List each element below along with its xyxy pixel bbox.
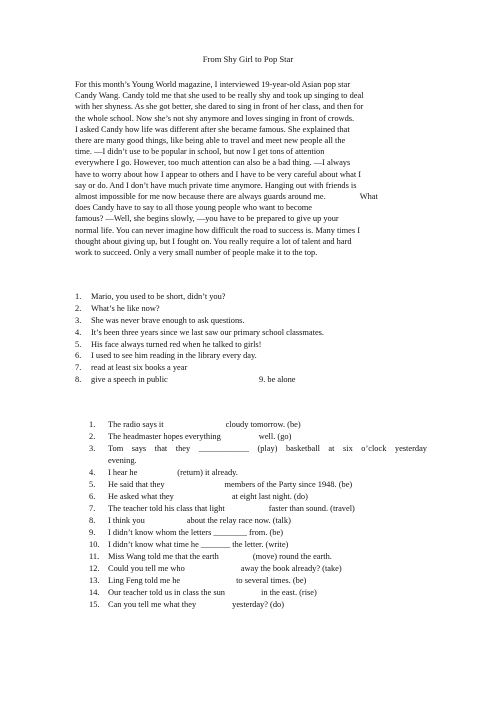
exercise-text-part: The radio says it bbox=[108, 420, 164, 429]
exercise-continuation: evening. bbox=[108, 456, 137, 465]
exercise-text bbox=[108, 587, 427, 599]
exercise-text bbox=[108, 551, 427, 563]
exercise-number: 9. bbox=[89, 528, 96, 537]
exercise-number: 6. bbox=[89, 492, 96, 501]
passage-line: Candy Wang. Candy told me that she used to be really shy and took up singing to deal bbox=[75, 91, 364, 101]
item-text: His face always turned red when he talked to girls! bbox=[91, 339, 262, 349]
exercise-text-part: members of the Party since 1948. (be) bbox=[224, 480, 353, 489]
passage-line-text: almost impossible for me now because there are always guards around me. bbox=[75, 192, 326, 202]
exercise-number: 4. bbox=[89, 468, 96, 477]
exercise-text-part: away the book already? (take) bbox=[240, 564, 342, 573]
exercise-number: 1. bbox=[89, 420, 96, 429]
exercise-item bbox=[89, 527, 427, 539]
item-text: What’s he like now? bbox=[91, 303, 160, 313]
item-extra-text: 9. be alone bbox=[259, 375, 296, 385]
passage-line: there are many good things, like being able to travel and meet new people all the bbox=[75, 136, 346, 146]
exercise-item bbox=[89, 443, 427, 467]
passage-line: For this month’s Young World magazine, I interviewed 19-year-old Asian pop star bbox=[75, 80, 351, 89]
item-text: I used to see him reading in the library every day. bbox=[91, 351, 257, 361]
exercise-number: 2. bbox=[89, 432, 96, 441]
exercise-text-part: at eight last night. (do) bbox=[231, 492, 308, 501]
exercise-text-part: yesterday? (do) bbox=[232, 600, 285, 609]
exercise-text-part: from. (be) bbox=[246, 528, 283, 537]
exercise-text-part: to several times. (be) bbox=[236, 576, 307, 585]
exercise-number: 10. bbox=[89, 540, 100, 549]
exercise-text-part: (move) round the earth. bbox=[252, 552, 332, 561]
passage-line: thought about giving up, but I fought on. You really require a lot of talent and hard bbox=[75, 236, 352, 246]
exercise-text-part: (play) basketball at six o’clock yesterday bbox=[248, 444, 427, 453]
passage-line: does Candy have to say to all those young people who want to become bbox=[75, 203, 313, 213]
list-item bbox=[75, 339, 425, 351]
passage-line: famous? —Well, she begins slowly, —you have to be prepared to give up your bbox=[75, 214, 339, 224]
exercise-item bbox=[89, 479, 427, 491]
exercise-item bbox=[89, 599, 427, 611]
exercise-text bbox=[108, 431, 427, 443]
exercise-number: 5. bbox=[89, 480, 96, 489]
exercise-text-part: Ling Feng told me he bbox=[108, 576, 181, 585]
exercise-text bbox=[108, 563, 427, 575]
exercise-item bbox=[89, 575, 427, 587]
exercise-number: 12. bbox=[89, 564, 100, 573]
exercise-text-part: Our teacher told us in class the sun bbox=[108, 588, 225, 597]
exercise-text-part: I hear he bbox=[108, 468, 138, 477]
item-text: Mario, you used to be short, didn’t you? bbox=[91, 292, 226, 301]
exercise-item bbox=[89, 467, 427, 479]
exercise-text-part: The headmaster hopes everything bbox=[108, 432, 221, 441]
exercise-text-part: Could you tell me who bbox=[108, 564, 185, 573]
exercise-text-part: He said that they bbox=[108, 480, 165, 489]
fill-in-exercise-list bbox=[89, 419, 427, 611]
exercise-text bbox=[108, 419, 427, 431]
exercise-text-part: I think you bbox=[108, 516, 145, 525]
exercise-text-part: the letter. (write) bbox=[230, 540, 289, 549]
list-item bbox=[75, 374, 425, 386]
exercise-item bbox=[89, 503, 427, 515]
exercise-text bbox=[108, 515, 427, 527]
exercise-text-part: Can you tell me what they bbox=[108, 600, 197, 609]
item-number: 6. bbox=[75, 351, 82, 361]
exercise-item bbox=[89, 563, 427, 575]
exercise-item bbox=[89, 539, 427, 551]
list-item bbox=[75, 362, 425, 374]
exercise-number: 14. bbox=[89, 588, 100, 597]
exercise-text bbox=[108, 467, 427, 479]
item-number: 7. bbox=[75, 363, 82, 373]
passage-line: with her shyness. As she got better, she dared to sing in front of her class, and then for bbox=[75, 102, 364, 112]
item-number: 2. bbox=[75, 303, 82, 313]
exercise-text bbox=[108, 491, 427, 503]
answer-blank: ________ bbox=[213, 528, 247, 537]
item-text: give a speech in public bbox=[91, 375, 168, 385]
passage-line: time. —I didn’t use to be popular in school, but now I get tons of attention bbox=[75, 147, 325, 157]
exercise-number: 15. bbox=[89, 600, 100, 609]
item-text: She was never brave enough to ask questions. bbox=[91, 315, 245, 325]
list-item bbox=[75, 291, 425, 303]
passage-line-tail: What bbox=[359, 192, 378, 202]
exercise-item bbox=[89, 551, 427, 563]
exercise-text bbox=[108, 599, 427, 611]
exercise-text-part: I didn’t know whom the letters bbox=[108, 528, 214, 537]
exercise-text-part: (return) it already. bbox=[177, 468, 238, 477]
list-item bbox=[75, 303, 425, 315]
exercise-number: 3. bbox=[89, 444, 96, 453]
item-number: 8. bbox=[75, 375, 82, 385]
exercise-item bbox=[89, 431, 427, 443]
exercise-text-part: about the relay race now. (talk) bbox=[186, 516, 291, 525]
exercise-text-part: He asked what they bbox=[108, 492, 174, 501]
item-number: 3. bbox=[75, 315, 82, 325]
exercise-number: 8. bbox=[89, 516, 96, 525]
exercise-text bbox=[108, 527, 427, 539]
interview-passage bbox=[75, 79, 425, 258]
item-text: read at least six books a year bbox=[91, 363, 188, 373]
exercise-text bbox=[108, 503, 427, 515]
exercise-item bbox=[89, 515, 427, 527]
exercise-text-part: cloudy tomorrow. (be) bbox=[225, 420, 301, 429]
list-item bbox=[75, 327, 425, 339]
exercise-item bbox=[89, 587, 427, 599]
passage-line: everywhere I go. However, too much attention can also be a bad thing. —I always bbox=[75, 158, 351, 168]
exercise-text-part: I didn’t know what time he bbox=[108, 540, 201, 549]
item-number: 1. bbox=[75, 292, 82, 301]
passage-line: work to succeed. Only a very small number of people make it to the top. bbox=[75, 248, 318, 258]
passage-line: say or do. And I don’t have much private time anymore. Hanging out with friends is bbox=[75, 180, 357, 190]
passage-line: normal life. You can never imagine how difficult the road to success is. Many times I bbox=[75, 225, 360, 235]
answer-blank: _______ bbox=[200, 540, 231, 549]
passage-line: have to worry about how I appear to others and I have to be very careful about what I bbox=[75, 169, 362, 179]
exercise-text-part: The teacher told his class that light bbox=[108, 504, 225, 513]
exercise-text bbox=[108, 575, 427, 587]
exercise-text-part: Miss Wang told me that the earth bbox=[108, 552, 219, 561]
list-item bbox=[75, 350, 425, 362]
exercise-text bbox=[108, 539, 427, 551]
document-title: From Shy Girl to Pop Star bbox=[202, 54, 294, 64]
passage-line bbox=[75, 191, 425, 202]
exercise-number: 11. bbox=[89, 552, 100, 561]
answer-blank: ____________ bbox=[198, 444, 249, 453]
exercise-text bbox=[108, 479, 427, 491]
item-number: 4. bbox=[75, 327, 82, 337]
exercise-number: 13. bbox=[89, 576, 100, 585]
item-number: 5. bbox=[75, 339, 82, 349]
exercise-text bbox=[108, 443, 427, 455]
item-text: It’s been three years since we last saw our primary school classmates. bbox=[91, 327, 325, 337]
passage-line: the whole school. Now she’s not shy anymore and loves singing in front of crowds. bbox=[75, 113, 355, 123]
exercise-item bbox=[89, 419, 427, 431]
exercise-text-part: well. (go) bbox=[258, 432, 292, 441]
sentence-list bbox=[75, 291, 425, 386]
list-item bbox=[75, 315, 425, 327]
exercise-item bbox=[89, 491, 427, 503]
passage-line: I asked Candy how life was different after she became famous. She explained that bbox=[75, 124, 350, 134]
exercise-text-part: Tom says that they bbox=[108, 444, 199, 453]
exercise-text-part: in the east. (rise) bbox=[261, 588, 317, 597]
exercise-number: 7. bbox=[89, 504, 96, 513]
exercise-text-part: faster than sound. (travel) bbox=[268, 504, 355, 513]
